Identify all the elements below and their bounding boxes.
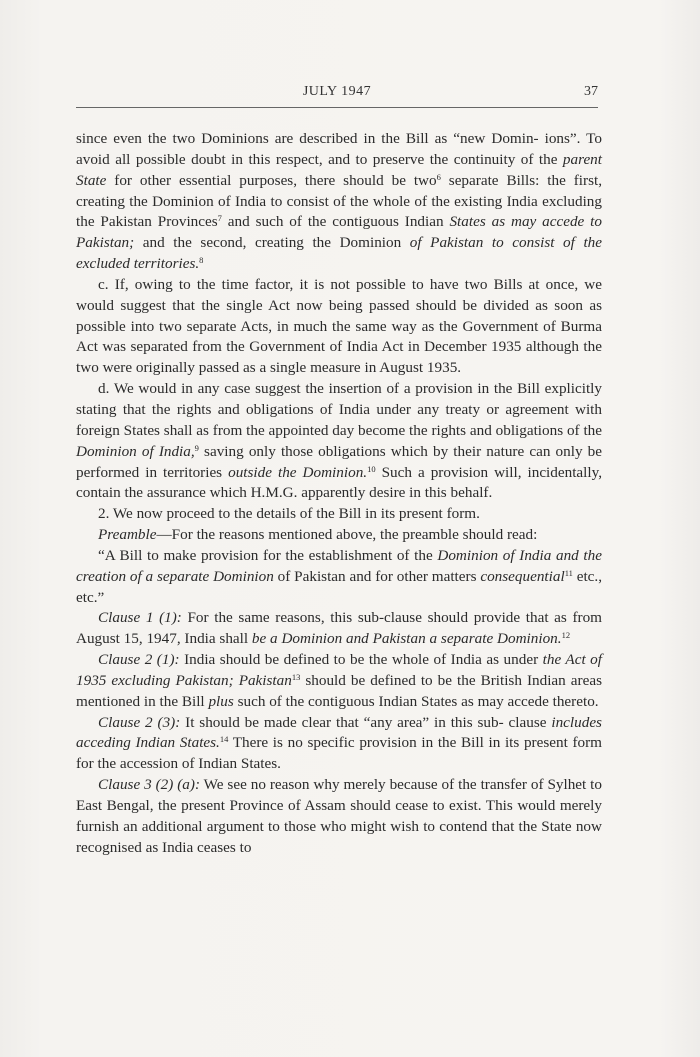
footnote-ref: 14 bbox=[219, 734, 229, 745]
footnote-ref: 12 bbox=[561, 630, 571, 641]
paragraph bbox=[76, 504, 602, 525]
italic-text: the Act of 1935 excluding Pakistan; Pakistan bbox=[76, 651, 602, 689]
italic-text: Dominion of India, bbox=[76, 442, 195, 460]
paragraph bbox=[76, 775, 602, 858]
paragraph bbox=[76, 713, 602, 776]
italic-text: outside the Dominion. bbox=[228, 463, 368, 481]
paragraph bbox=[76, 546, 602, 609]
italic-text: Clause 2 (3): bbox=[98, 713, 181, 731]
footnote-ref: 10 bbox=[367, 463, 376, 474]
text-run: —For the reasons mentioned above, the preamble should read: bbox=[156, 526, 538, 544]
text-run: of Pakistan and for other matters bbox=[273, 567, 481, 585]
paragraph bbox=[76, 650, 602, 713]
italic-text: parent State bbox=[76, 150, 602, 189]
text-run: d. We would in any case suggest the insertion of a provision in the Bill explicitly stating that the rights and obligations of India under any treaty or agreement with foreign States shall as from the appointed day become the rights and obligations of the bbox=[76, 380, 602, 439]
text-run: separate Bills: the first, creating the Dominion of India to consist of the whole of the existing India excluding the Pakistan Provinces bbox=[76, 171, 602, 231]
text-run: saving only those obligations which by their nature can only be performed in territories bbox=[76, 442, 602, 481]
italic-text: Preamble bbox=[98, 526, 157, 544]
paragraph bbox=[76, 525, 602, 546]
paragraph bbox=[76, 275, 602, 379]
text-run: and such of the contiguous Indian bbox=[221, 213, 450, 231]
text-run: 2. We now proceed to the details of the Bill in its present form. bbox=[98, 505, 480, 523]
footnote-ref: 6 bbox=[436, 171, 441, 182]
text-run: should be defined to be the British Indian areas mentioned in the Bill bbox=[76, 671, 602, 710]
footnote-ref: 8 bbox=[199, 255, 204, 266]
header-rule bbox=[76, 107, 598, 108]
text-run: We see no reason why merely because of the transfer of Sylhet to East Bengal, the present Province of Assam should cease to exist. This would merely furnish an additional argument to those who might wish to contend that the State now recognised as India ceases to bbox=[76, 776, 602, 856]
text-run: For the same reasons, this sub-clause should provide that as from August 15, 1947, India shall bbox=[76, 609, 602, 648]
text-run: Such a provision will, incidentally, contain the assurance which H.M.G. apparently desire in this behalf. bbox=[76, 463, 603, 502]
italic-text: Clause 3 (2) (a): bbox=[98, 776, 201, 794]
italic-text: Dominion of India and the creation of a separate Dominion bbox=[76, 546, 602, 585]
italic-text: Clause 2 (1): bbox=[98, 651, 180, 669]
text-run: India should be defined to be the whole of India as under bbox=[179, 651, 543, 669]
italic-text: be a Dominion and Pakistan a separate Dominion. bbox=[251, 630, 562, 648]
running-title: JULY 1947 bbox=[302, 84, 372, 99]
italic-text: Clause 1 (1): bbox=[98, 609, 182, 627]
italic-text: plus bbox=[208, 692, 234, 710]
text-run: and the second, creating the Dominion bbox=[134, 234, 410, 252]
italic-text: consequential bbox=[480, 567, 565, 585]
italic-text: includes acceding Indian States. bbox=[76, 713, 602, 752]
paragraph bbox=[76, 379, 602, 504]
footnote-ref: 9 bbox=[194, 442, 199, 453]
text-run: etc., etc.” bbox=[76, 567, 603, 606]
paragraph bbox=[76, 608, 602, 650]
text-run: for other essential purposes, there should be two bbox=[106, 171, 437, 189]
text-run: such of the contiguous Indian States as may accede thereto. bbox=[233, 692, 599, 710]
italic-text: States as may accede to Pakistan; bbox=[76, 213, 602, 252]
text-run: “A Bill to make provision for the establishment of the bbox=[98, 546, 438, 564]
text-run: It should be made clear that “any area” in this sub- clause bbox=[180, 713, 552, 731]
page-number: 37 bbox=[584, 84, 598, 99]
page-header bbox=[76, 84, 598, 110]
text-run: c. If, owing to the time factor, it is not possible to have two Bills at once, we would suggest that the single Act now being passed should be divided as soon as possible into two separate Acts, in much the same way as the Government of Burma Act was separated from the Government of India Act in December 1935 although the two were originally passed as a single measure in August 1935. bbox=[76, 275, 602, 377]
footnote-ref: 11 bbox=[564, 567, 573, 578]
italic-text: of Pakistan to consist of the excluded territories. bbox=[76, 234, 602, 273]
text-run: There is no specific provision in the Bill in its present form for the accession of Indian States. bbox=[76, 734, 602, 773]
footnote-ref: 13 bbox=[291, 671, 301, 682]
paragraph bbox=[76, 129, 602, 275]
text-run: since even the two Dominions are described in the Bill as “new Domin- ions”. To avoid all possible doubt in this respect, and to preserve the continuity of the bbox=[76, 130, 602, 168]
footnote-ref: 7 bbox=[217, 213, 222, 224]
body-text bbox=[76, 129, 602, 859]
